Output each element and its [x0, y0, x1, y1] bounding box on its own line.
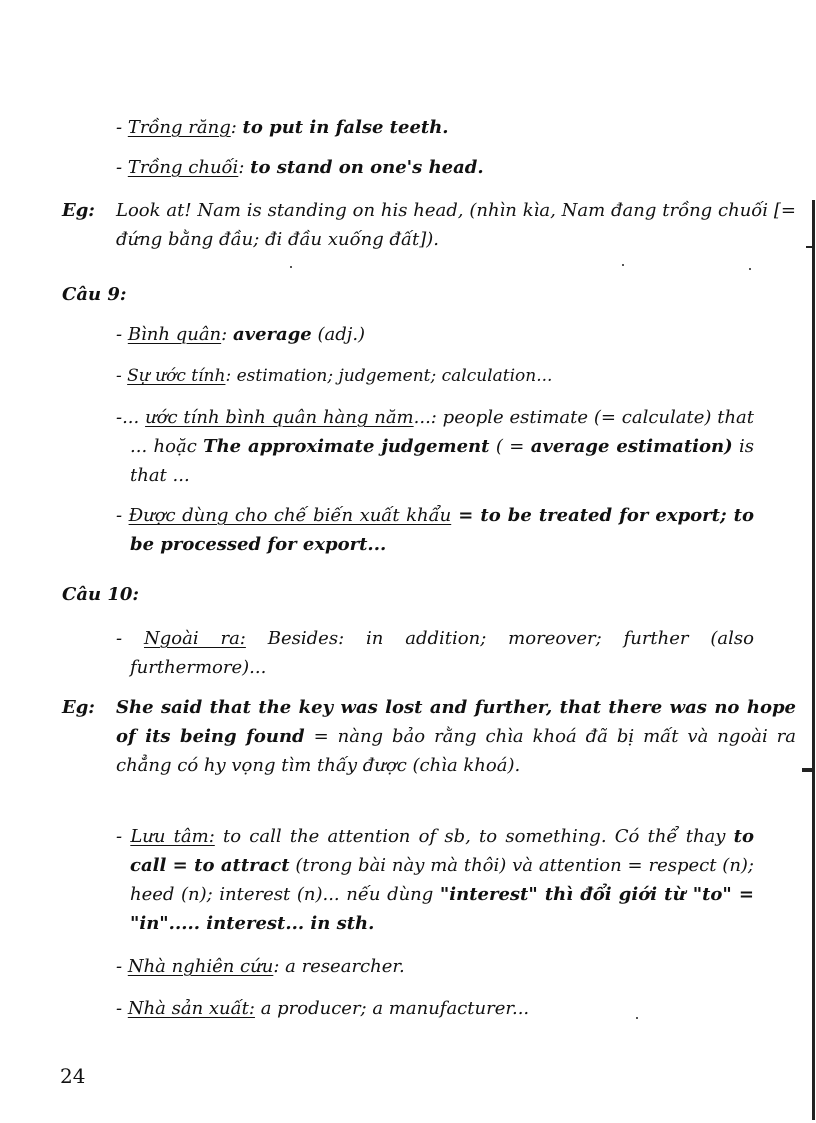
plain-text: is that ... [130, 436, 754, 486]
example-text: = nàng bảo rằng chìa khoá đã bị mất và ngoài ra chẳng có hy vọng tìm thấy được (chìa khoá). [116, 726, 796, 776]
edge-tick [802, 768, 814, 772]
term: ước tính bình quân hàng năm [145, 407, 414, 428]
bold-text: The approximate judgement [203, 436, 490, 457]
plain-text: a producer; a manufacturer... [254, 998, 530, 1019]
bold-text: average estimation) [530, 436, 733, 457]
scan-edge-line [812, 200, 815, 1120]
heading-cau-9: Câu 9: [62, 284, 127, 305]
entry-uoc-tinh-binh-quan [116, 403, 754, 490]
term: Được dùng cho chế biến xuất khẩu [128, 505, 452, 526]
speck [636, 1017, 638, 1019]
entry-trong-chuoi: - Trồng chuối: to stand on one's head. [116, 157, 484, 178]
entry-su-uoc-tinh: - Sự ước tính: estimation; judgement; calculation... [116, 366, 553, 386]
term: Trồng chuối [127, 157, 239, 178]
term: Lưu tâm: [130, 826, 215, 847]
example-text: Look at! Nam is standing on his head, (nhìn kìa, Nam đang trồng chuối [= đứng bằng đầu; đi đầu xuống đất]). [116, 200, 796, 250]
speck [749, 268, 751, 270]
example-2 [62, 693, 796, 780]
separator: : [225, 366, 232, 386]
plain-text: (adj.) [311, 324, 366, 345]
separator: : [273, 956, 280, 977]
definition: to be treated for export; to be processed for export... [130, 505, 754, 555]
separator: : [238, 157, 245, 178]
edge-tick [806, 246, 814, 248]
definition: to put in false teeth. [242, 117, 449, 138]
plain-text: a researcher. [279, 956, 405, 977]
bold-text: to call = to attract [130, 826, 754, 876]
speck [622, 264, 624, 266]
example-label: Eg: [62, 697, 95, 718]
term: Bình quân [127, 324, 222, 345]
entry-nha-nghien-cuu: - Nhà nghiên cứu: a researcher. [116, 956, 405, 977]
plain-text: Besides: in addition; moreover; further (also furthermore)... [130, 628, 754, 678]
plain-text: ( = [489, 436, 531, 457]
plain-text: estimation; judgement; calculation... [236, 366, 553, 386]
page-number: 24 [60, 1064, 86, 1088]
example-1 [62, 196, 796, 254]
lead: -... [116, 407, 146, 428]
term: Nhà nghiên cứu [127, 956, 274, 977]
entry-ngoai-ra: - Ngoài ra: Besides: in addition; moreover; further (also furthermore)... [116, 628, 754, 678]
separator: : [230, 117, 237, 138]
bold-text: average [232, 324, 312, 345]
heading-cau-10: Câu 10: [62, 584, 140, 605]
example-bold: She said that the key was lost and further, that there was no hope of its being found [116, 697, 796, 747]
entry-duoc-dung: - Được dùng cho chế biến xuất khẩu = to be treated for export; to be processed for export... [116, 505, 754, 555]
entry-binh-quan: - Bình quân: average (adj.) [116, 324, 366, 345]
entry-luu-tam: - Lưu tâm: to call the attention of sb, to something. Có thể thay to call = to attract (trong bài này mà thôi) và attention = respect (n); heed (n); interest (n)... nếu dùng "interest" thì đổi giới từ "to" = "in"..... interest... in sth. [116, 826, 754, 934]
term: Sự ước tính [127, 366, 226, 386]
term: Trồng răng [127, 117, 231, 138]
example-label: Eg: [62, 200, 95, 221]
separator: = [451, 505, 481, 526]
separator: : [221, 324, 228, 345]
plain-text: ...: people estimate (= calculate) that ... hoặc [130, 407, 755, 457]
term: Nhà sản xuất: [127, 998, 255, 1019]
term: Ngoài ra: [143, 628, 246, 649]
bold-text: "interest" thì đổi giới từ "to" = "in"..... interest... in sth. [130, 884, 754, 934]
plain-text: to call the attention of sb, to something. Có thể thay [214, 826, 734, 847]
entry-trong-rang: - Trồng răng: to put in false teeth. [116, 117, 449, 138]
speck [290, 266, 292, 268]
entry-nha-san-xuat: - Nhà sản xuất: a producer; a manufacturer... [116, 998, 530, 1019]
plain-text: (trong bài này mà thôi) và attention = respect (n); heed (n); interest (n)... nếu dùng [130, 855, 754, 905]
definition: to stand on one's head. [250, 157, 484, 178]
